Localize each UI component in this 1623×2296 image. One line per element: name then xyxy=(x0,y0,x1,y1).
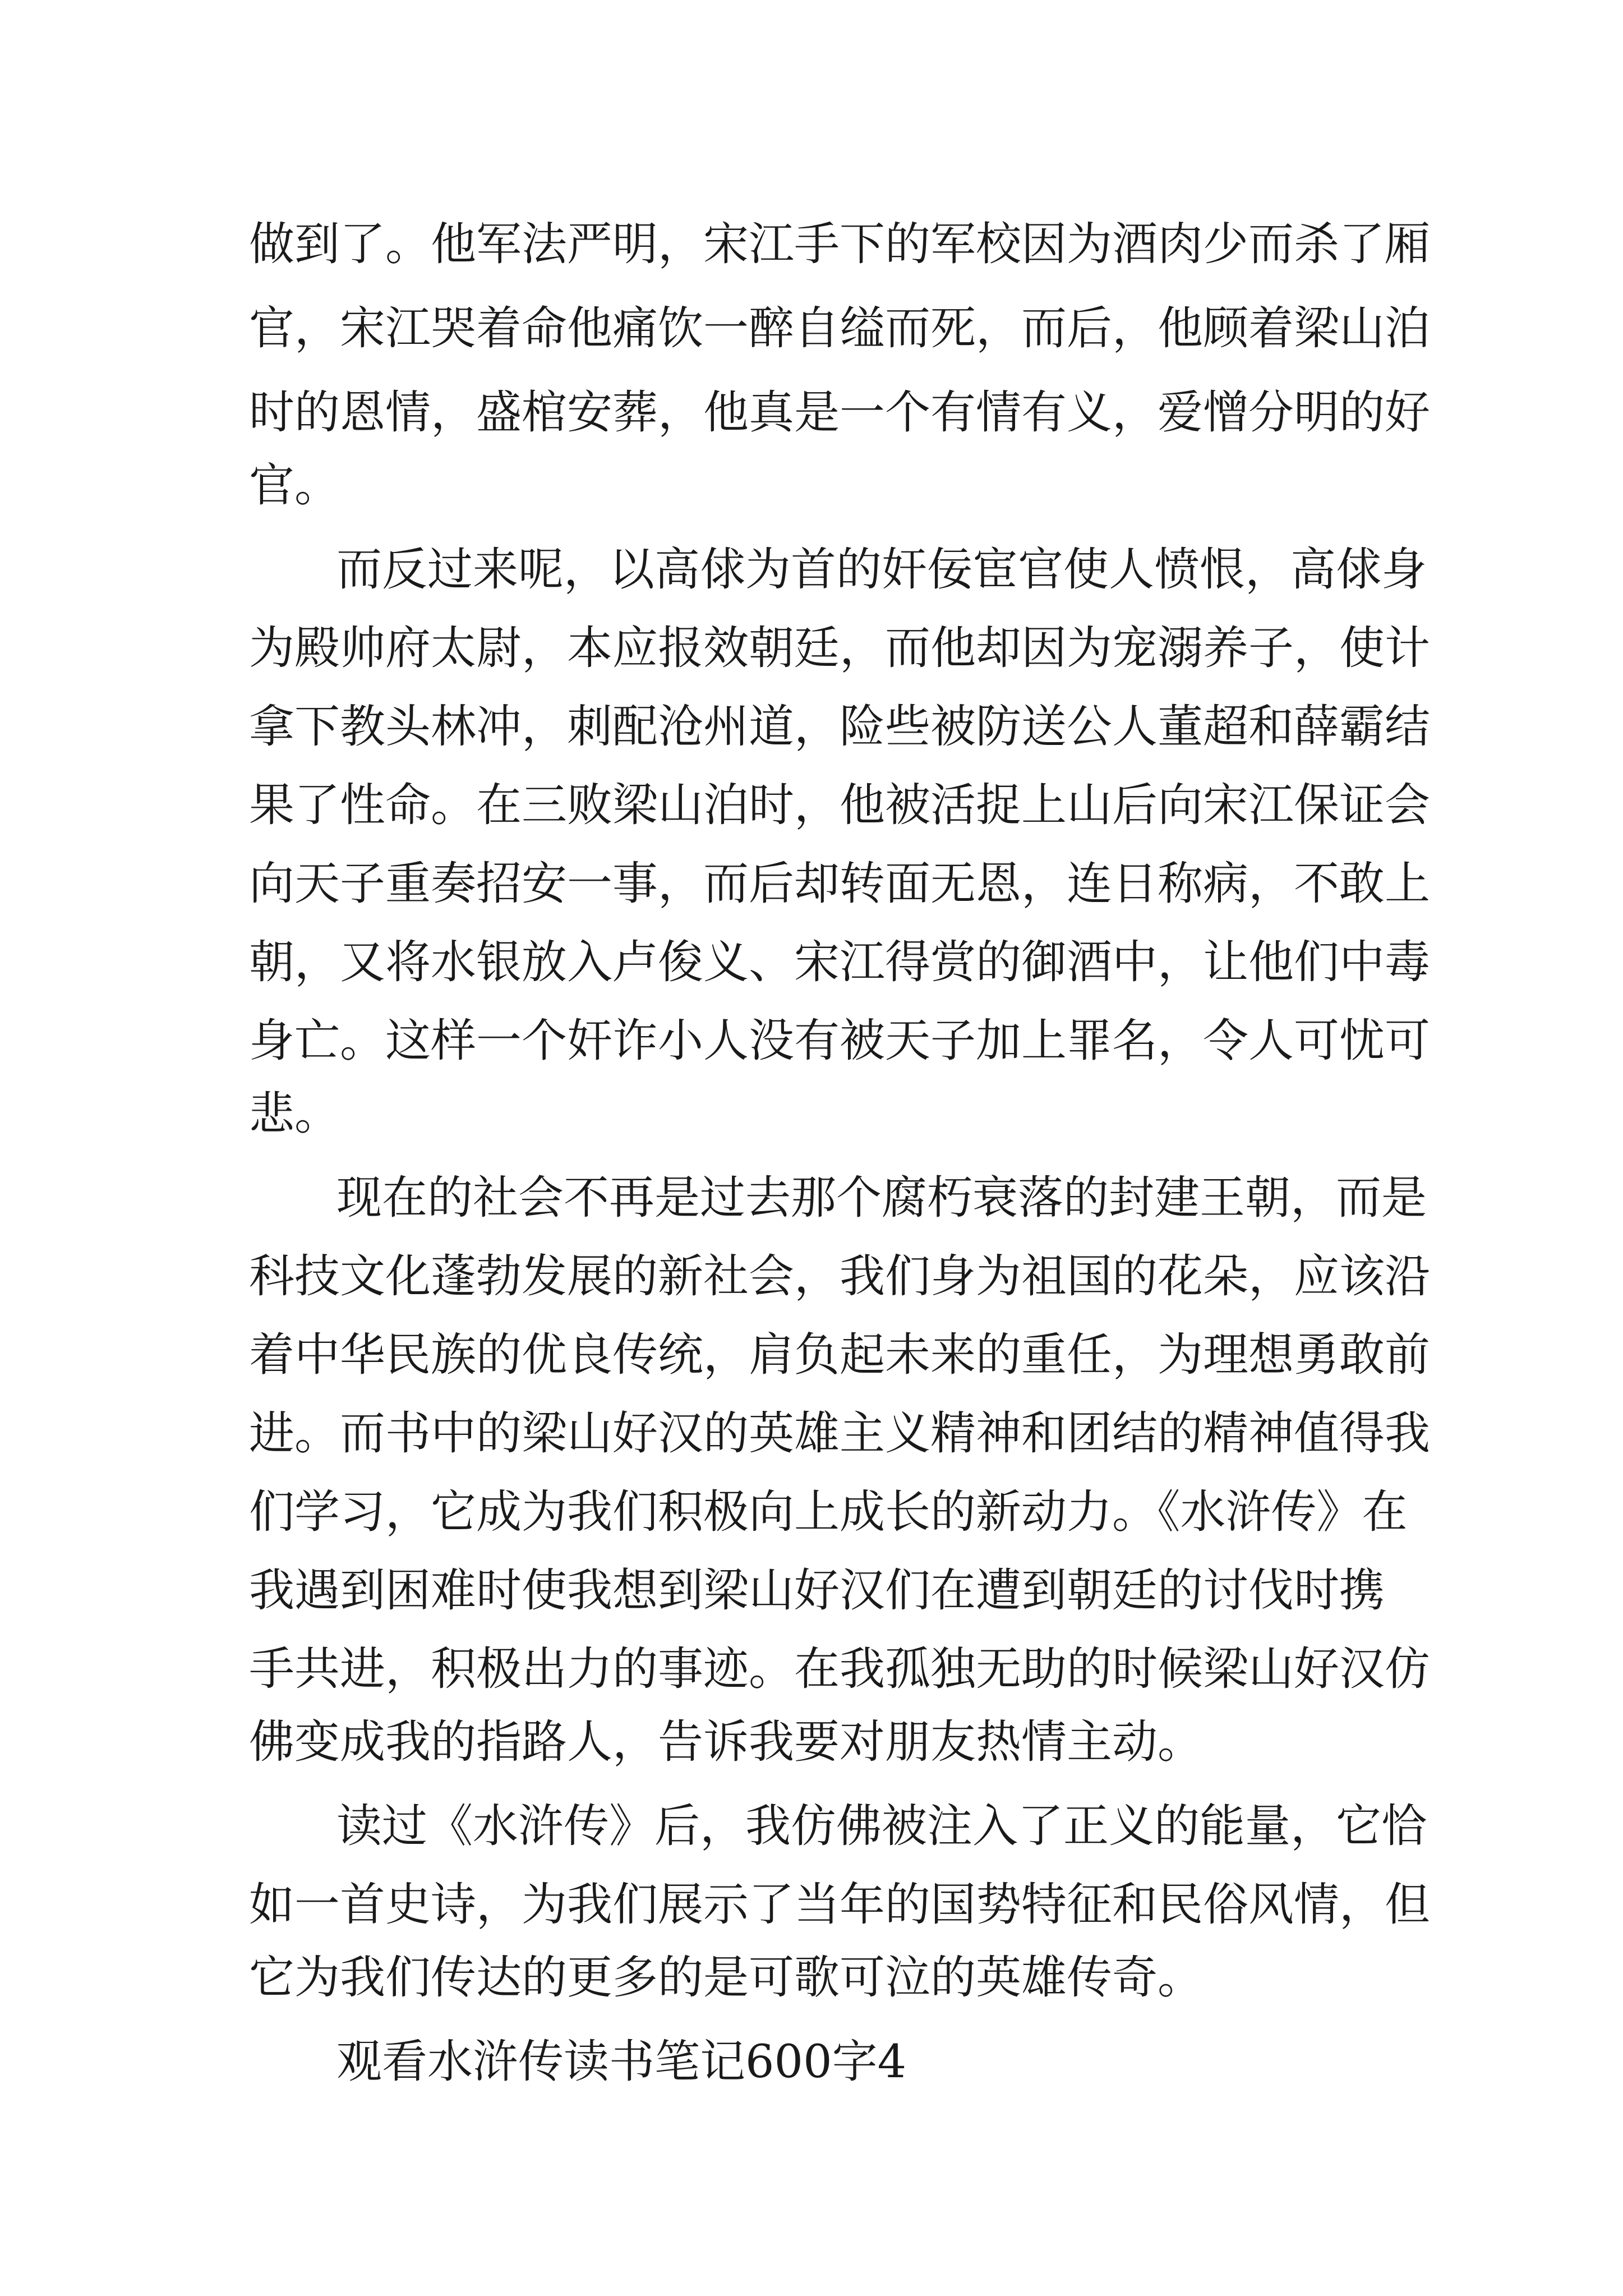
paragraph-1-line-2: 官，宋江哭着命他痛饮一醉自缢而死，而后，他顾着梁山泊 xyxy=(249,302,1431,355)
paragraph-3-line-3: 着中华民族的优良传统，肩负起未来的重任，为理想勇敢前 xyxy=(249,1329,1431,1382)
paragraph-2-line-3: 拿下教头林冲，刺配沧州道，险些被防送公人董超和薛霸结 xyxy=(249,701,1431,753)
paragraph-2-line-4: 果了性命。在三败梁山泊时，他被活捉上山后向宋江保证会 xyxy=(249,779,1431,832)
paragraph-1-line-1: 做到了。他军法严明，宋江手下的军校因为酒肉少而杀了厢 xyxy=(249,218,1431,271)
paragraph-3-line-5: 们学习，它成为我们积极向上成长的新动力。《水浒传》在 xyxy=(249,1486,1408,1539)
paragraph-1-line-3: 时的恩情，盛棺安葬，他真是一个有情有义，爱憎分明的好 xyxy=(249,386,1431,439)
paragraph-2-line-6: 朝，又将水银放入卢俊义、宋江得赏的御酒中，让他们中毒 xyxy=(249,936,1431,989)
paragraph-2-line-5: 向天子重奏招安一事，而后却转面无恩，连日称病，不敢上 xyxy=(249,858,1431,910)
paragraph-3-line-2: 科技文化蓬勃发展的新社会，我们身为祖国的花朵，应该沿 xyxy=(249,1250,1431,1303)
paragraph-4-line-3: 它为我们传达的更多的是可歌可泣的英雄传奇。 xyxy=(249,1952,1204,2004)
paragraph-2-line-7: 身亡。这样一个奸诈小人没有被天子加上罪名，令人可忧可 xyxy=(249,1015,1431,1068)
paragraph-1-line-4: 官。 xyxy=(249,459,340,512)
paragraph-3-line-4: 进。而书中的梁山好汉的英雄主义精神和团结的精神值得我 xyxy=(249,1407,1431,1460)
paragraph-3-line-6: 我遇到困难时使我想到梁山好汉们在遭到朝廷的讨伐时携 xyxy=(249,1565,1385,1617)
paragraph-4-line-2: 如一首史诗，为我们展示了当年的国势特征和民俗风情，但 xyxy=(249,1879,1431,1931)
paragraph-2-line-8: 悲。 xyxy=(249,1088,340,1140)
paragraph-4-line-1: 读过《水浒传》后，我仿佛被注入了正义的能量，它恰 xyxy=(336,1800,1427,1853)
paragraph-2-line-1: 而反过来呢，以高俅为首的奸佞宦官使人愤恨，高俅身 xyxy=(336,544,1427,596)
section-heading: 观看水浒传读书笔记600字4 xyxy=(336,2036,907,2088)
paragraph-3-line-1: 现在的社会不再是过去那个腐朽衰落的封建王朝，而是 xyxy=(336,1172,1427,1225)
paragraph-2-line-2: 为殿帅府太尉，本应报效朝廷，而他却因为宠溺养子，使计 xyxy=(249,622,1431,675)
paragraph-3-line-8: 佛变成我的指路人，告诉我要对朋友热情主动。 xyxy=(249,1716,1204,1769)
paragraph-3-line-7: 手共进，积极出力的事迹。在我孤独无助的时候梁山好汉仿 xyxy=(249,1643,1431,1696)
